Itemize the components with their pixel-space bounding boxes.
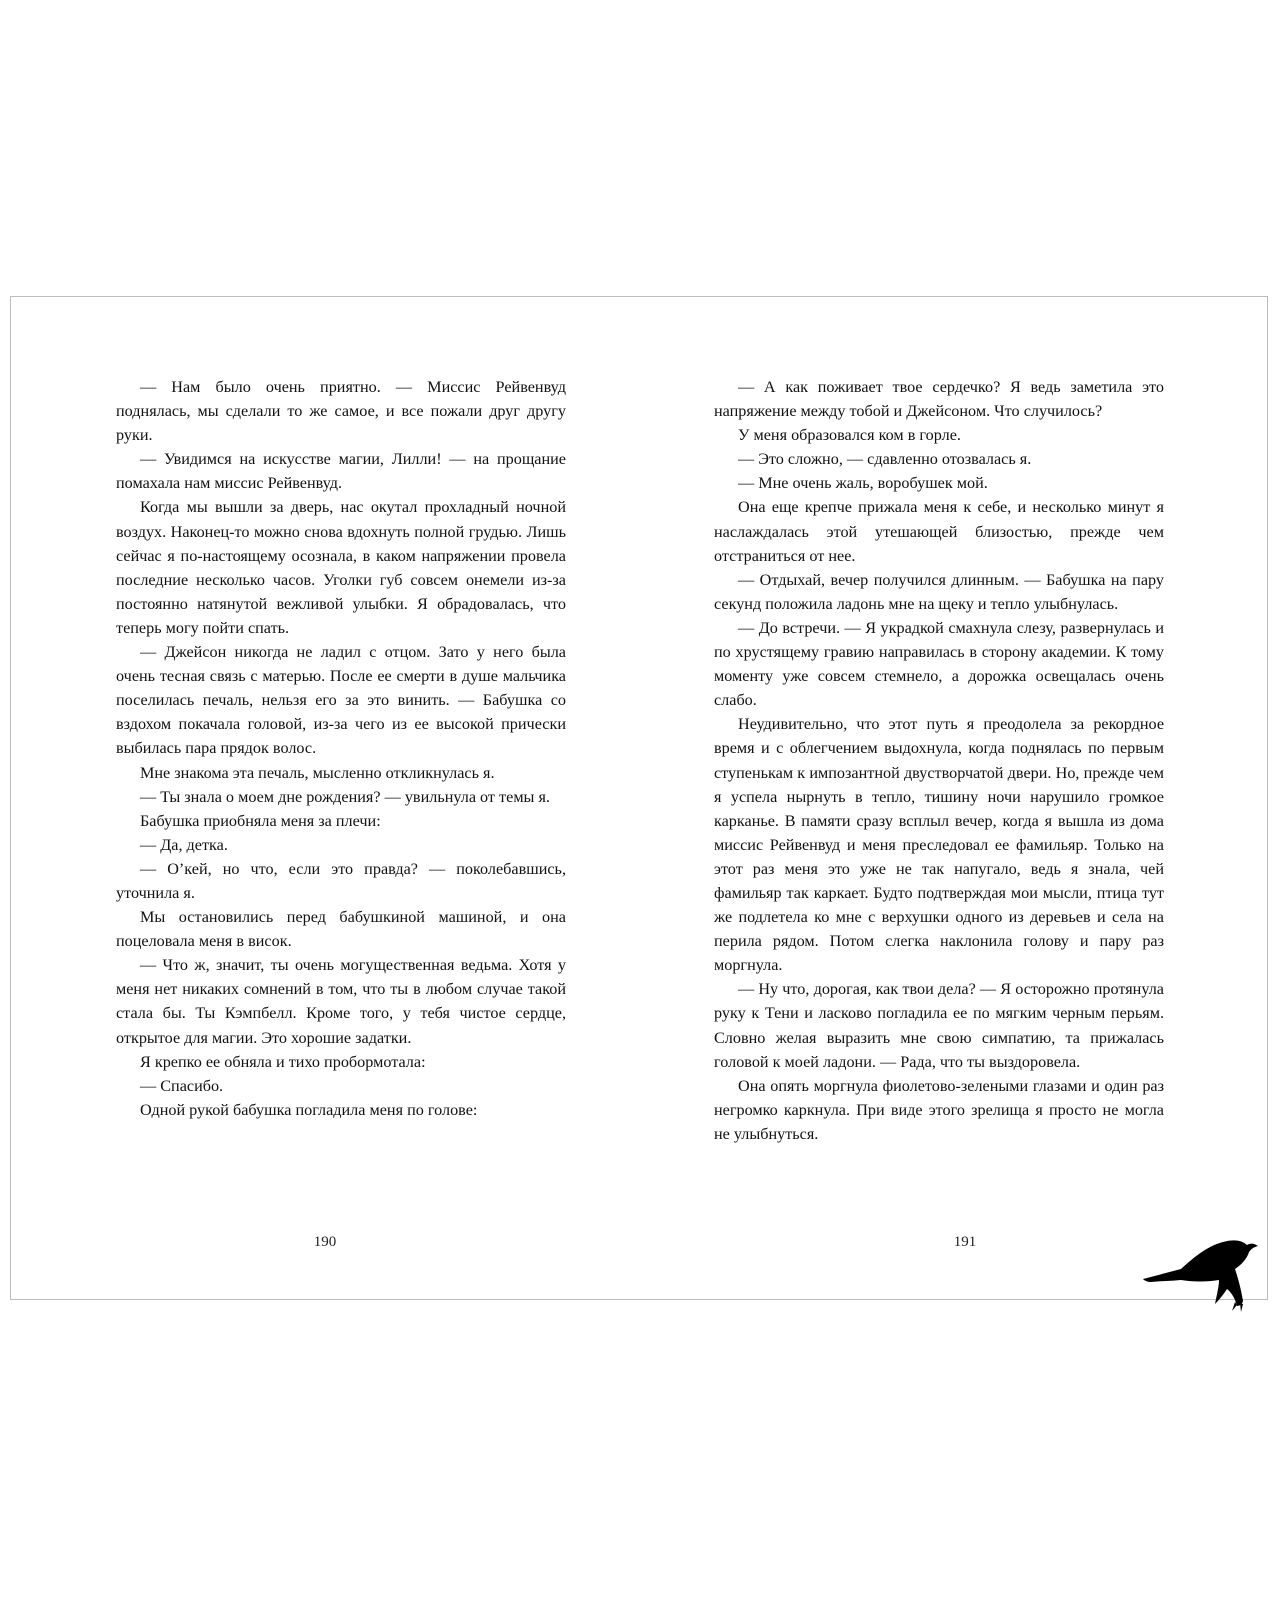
paragraph: — Мне очень жаль, воробушек мой. bbox=[738, 474, 988, 493]
paragraph: — Нам было очень приятно. — Миссис Рейвенвуд поднялась, мы сделали то же самое, и все пожали друг другу руки. bbox=[116, 378, 566, 445]
paragraph: — Отдыхай, вечер получился длинным. — Бабушка на пару секунд положила ладонь мне на щеку и тепло улыбнулась. bbox=[714, 570, 1164, 613]
paragraph: — До встречи. — Я украдкой смахнула слезу, развернулась и по хрустящему гравию направилась в сторону академии. К тому моменту уже совсем стемнело, а дорожка освещалась очень слабо. bbox=[714, 618, 1164, 710]
paragraph: — Что ж, значит, ты очень могущественная ведьма. Хотя у меня нет никаких сомнений в том, что ты в любом случае такой стала бы. Ты Кэмпбелл. Кроме того, у тебя чистое сердце, открытое для магии. Это хорошие задатки. bbox=[116, 956, 566, 1047]
paragraph: Бабушка приобняла меня за плечи: bbox=[140, 811, 381, 830]
paragraph: Я крепко ее обняла и тихо пробормотала: bbox=[140, 1052, 426, 1071]
paragraph: — А как поживает твое сердечко? Я ведь заметила это напряжение между тобой и Джейсоном. Что случилось? bbox=[714, 378, 1164, 421]
right-page-text bbox=[714, 375, 1164, 1146]
paragraph: Мне знакома эта печаль, мысленно откликнулась я. bbox=[140, 763, 495, 782]
book-spread bbox=[10, 296, 1268, 1300]
page-number-left: 190 bbox=[313, 1234, 337, 1250]
paragraph: — Это сложно, — сдавленно отозвалась я. bbox=[738, 450, 1032, 469]
paragraph: Одной рукой бабушка погладила меня по голове: bbox=[140, 1100, 478, 1119]
paragraph: — О’кей, но что, если это правда? — поколебавшись, уточнила я. bbox=[116, 859, 566, 902]
paragraph: — Спасибо. bbox=[140, 1076, 224, 1095]
paragraph: Мы остановились перед бабушкиной машиной, и она поцеловала меня в висок. bbox=[116, 908, 566, 951]
paragraph: Неудивительно, что этот путь я преодолела за рекордное время и с облегчением выдохнула, когда поднялась по первым ступенькам к импозантной двустворчатой двери. Но, прежде чем я успела нырнуть в тепло, тишину ночи нарушило громкое карканье. В памяти сразу всплыл вечер, когда я вышла из дома миссис Рейвенвуд и меня преследовал ее фамильяр. Только на этот раз меня это уже не так напугало, ведь я знала, чей фамильяр так каркает. Будто подтверждая мои мысли, птица тут же подлетела ко мне с верхушки одного из деревьев и села на перила рядом. Потом слегка наклонила голову и пару раз моргнула. bbox=[714, 715, 1164, 975]
paragraph: — Да, детка. bbox=[140, 835, 228, 854]
paragraph: — Увидимся на искусстве магии, Лилли! — на прощание помахала нам миссис Рейвенвуд. bbox=[116, 450, 566, 493]
paragraph: У меня образовался ком в горле. bbox=[738, 426, 961, 445]
left-page-text bbox=[116, 375, 566, 1122]
paragraph: — Ты знала о моем дне рождения? — увильнула от темы я. bbox=[140, 787, 550, 806]
paragraph: — Джейсон никогда не ладил с отцом. Зато у него была очень тесная связь с матерью. После ее смерти в душе мальчика поселилась печаль, нельзя его за это винить. — Бабушка со вздохом покачала головой, из-за чего из ее высокой прически выбилась пара прядок волос. bbox=[116, 643, 566, 758]
paragraph: Когда мы вышли за дверь, нас окутал прохладный ночной воздух. Наконец-то можно снова вдохнуть полной грудью. Лишь сейчас я по-настоящему осознала, в каком напряжении провела последние несколько часов. Уголки губ совсем онемели из-за постоянно натянутой вежливой улыбки. Я обрадовалась, что теперь могу пойти спать. bbox=[116, 498, 566, 637]
crow-silhouette-icon bbox=[1141, 1232, 1261, 1312]
page-number-right: 191 bbox=[953, 1234, 977, 1250]
paragraph: — Ну что, дорогая, как твои дела? — Я осторожно протянула руку к Тени и ласково погладила ее по мягким черным перьям. Словно желая выразить мне свою симпатию, та прижалась головой к моей ладони. — Рада, что ты выздоровела. bbox=[714, 980, 1164, 1071]
paragraph: Она опять моргнула фиолетово-зелеными глазами и один раз негромко каркнула. При виде этого зрелища я просто не могла не улыбнуться. bbox=[714, 1076, 1164, 1143]
paragraph: Она еще крепче прижала меня к себе, и несколько минут я наслаждалась этой утешающей близостью, прежде чем отстраниться от нее. bbox=[714, 498, 1164, 565]
